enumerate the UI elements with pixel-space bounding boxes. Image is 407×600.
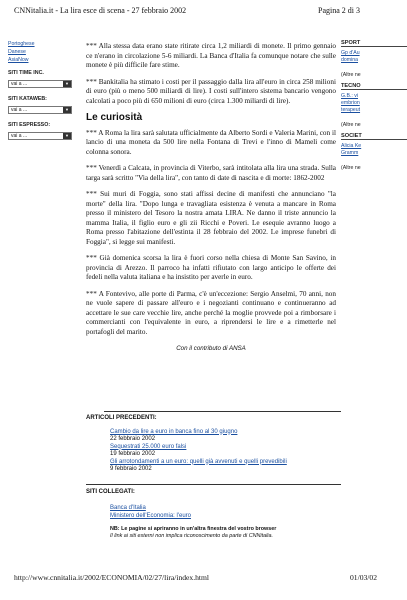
external-links-note-bold: NB: Le pagine si apriranno in un'altra finestra del vostro browser [110, 526, 277, 532]
print-footer-date: 01/03/02 [350, 573, 378, 582]
previous-articles-title: ARTICOLI PRECEDENTI: [86, 415, 157, 421]
sport-link-line[interactable]: Gp d'Au [341, 50, 360, 56]
divider [104, 411, 341, 412]
tecno-link-line[interactable]: terapeut [341, 107, 361, 113]
section-heading-curiosita: Le curiosità [86, 112, 143, 123]
sport-link-line[interactable]: domina [341, 57, 359, 63]
section-title-kataweb: SITI KATAWEB: [8, 96, 47, 102]
article-paragraph: *** Sui muri di Foggia, sono stati affissi decine di manifesti che annunciano "la morte" della lira. "Dopo lunga e travagliata esistenza è venuta a mancare in Roma presso il ministero del Tesoro la nostra amata LIRA. Ne danno il triste annuncio la mamma Italia, il figlio euro e gli zii Ricchi e Poveri. Le esequie avranno luogo a Roma presso l'abitazione dell'estinta il 28 febbraio del 2002. Le imprese funebri di Foggia", si legge sui manifesti. [86, 190, 336, 246]
more-news-link[interactable]: (Altre ne [341, 165, 361, 171]
external-links-note-italic: Il link ai siti esterni non implica riconoscimento da parte di CNNitalia. [110, 533, 273, 539]
select-espresso[interactable] [8, 132, 72, 140]
print-footer-url: http://www.cnnitalia.it/2002/ECONOMIA/02/27/lira/index.html [14, 573, 210, 582]
previous-article-date: 22 febbraio 2002 [110, 436, 156, 442]
select-espresso-value: vai a ... [11, 133, 28, 139]
right-section-sport: SPORT [341, 40, 407, 47]
sidebar-link-danese[interactable]: Danese [8, 49, 26, 55]
print-page-number: Pagina 2 di 3 [318, 6, 360, 15]
tecno-link-line[interactable]: embrion [341, 100, 360, 106]
sidebar-link-asianow[interactable]: AsiaNow [8, 57, 29, 63]
more-news-link[interactable]: (Altre ne [341, 72, 361, 78]
divider [86, 484, 341, 485]
article-paragraph: *** Alla stessa data erano state ritirate circa 1,2 miliardi di monete. Il primo gennaio ce n'erano in circolazione 5-6 miliardi. La Banca d'Italia fa comunque notare che sulle monete è più difficile fare stime. [86, 42, 336, 69]
chevron-down-icon: ▼ [63, 81, 71, 87]
right-section-society: SOCIET [341, 133, 407, 140]
previous-article-link[interactable]: Sequestrati 25.000 euro falsi [110, 443, 187, 450]
society-link-line[interactable]: Alicia Ke [341, 143, 362, 149]
previous-article-link[interactable]: Gli arrotondamenti a un euro: quelli già avvenuti e quelli prevedibili [110, 458, 287, 465]
linked-site-link[interactable]: Banca d'Italia [110, 505, 146, 511]
linked-sites-list [110, 505, 341, 520]
select-time-inc-value: vai a ... [11, 81, 28, 87]
article-paragraph: *** Già domenica scorsa la lira è fuori corso nella chiesa di Monte San Savino, in provincia di Arezzo. Il parroco ha infatti rifiutato con largo anticipo le offerte dei fedeli nella valuta italiana e ha insistito per averle in euro. [86, 254, 336, 281]
right-sidebar [341, 40, 407, 171]
previous-articles-list [110, 429, 341, 474]
article-body [86, 42, 336, 354]
left-sidebar [8, 40, 78, 140]
article-paragraph: *** A Roma la lira sarà salutata ufficialmente da Alberto Sordi e Valeria Marini, con il lancio di una moneta da 500 lire nella Fontana di Trevi e l'inno di Mameli come colonna sonora. [86, 128, 336, 156]
article-paragraph: *** A Fontevivo, alle porte di Parma, c'è un'eccezione: Sergio Anselmi, 70 anni, non ne vuole sapere di passare all'euro e i negozianti continuano e continueranno ad accettare le sue care vecchie lire, anche perché la moglie provvede poi a rimborsare i commercianti con l'equivalente in euro, a riprendersi le lire e a rimetterle nel portafogli del marito. [86, 289, 336, 336]
article-paragraph: *** Venerdì a Calcata, in provincia di Viterbo, sarà intitolata alla lira una strada. Sulla targa sarà scritto "Via della lira", con tanto di date di nascita e di morte: 1862-2002 [86, 164, 336, 182]
external-links-note [110, 526, 341, 540]
chevron-down-icon: ▼ [63, 107, 71, 113]
select-kataweb-value: vai a ... [11, 107, 28, 113]
select-time-inc[interactable] [8, 80, 72, 88]
previous-article-date: 9 febbraio 2002 [110, 466, 152, 472]
previous-article-link[interactable]: Cambio da lire a euro in banca fino al 30 giugno [110, 428, 238, 435]
right-section-tecno: TECNO [341, 83, 407, 90]
article-credit: Con il contributo di ANSA [176, 345, 246, 352]
society-link-line[interactable]: Gramm [341, 150, 359, 156]
print-header-title: CNNitalia.it - La lira esce di scena - 27 febbraio 2002 [14, 6, 187, 15]
section-title-time-inc: SITI TIME INC. [8, 70, 44, 76]
article-paragraph: *** Bankitalia ha stimato i costi per il passaggio dalla lira all'euro in circa 258 milioni di euro (più o meno 500 miliardi di lire). I costi sull'intero sistema bancario vengono calcolati a poco più di 650 milioni di euro (circa 1.300 miliardi di lire). [86, 77, 336, 105]
more-news-link[interactable]: (Altre ne [341, 122, 361, 128]
section-title-espresso: SITI ESPRESSO: [8, 122, 51, 128]
previous-article-date: 19 febbraio 2002 [110, 451, 156, 457]
linked-sites-title: SITI COLLEGATI: [86, 488, 135, 495]
related-block [86, 411, 341, 540]
linked-site-link[interactable]: Ministero dell'Economia: l'euro [110, 512, 191, 519]
tecno-link-line[interactable]: G.B.: vi [341, 93, 359, 99]
chevron-down-icon: ▼ [63, 133, 71, 139]
select-kataweb[interactable] [8, 106, 72, 114]
sidebar-link-portoghese[interactable]: Portoghese [8, 41, 35, 47]
